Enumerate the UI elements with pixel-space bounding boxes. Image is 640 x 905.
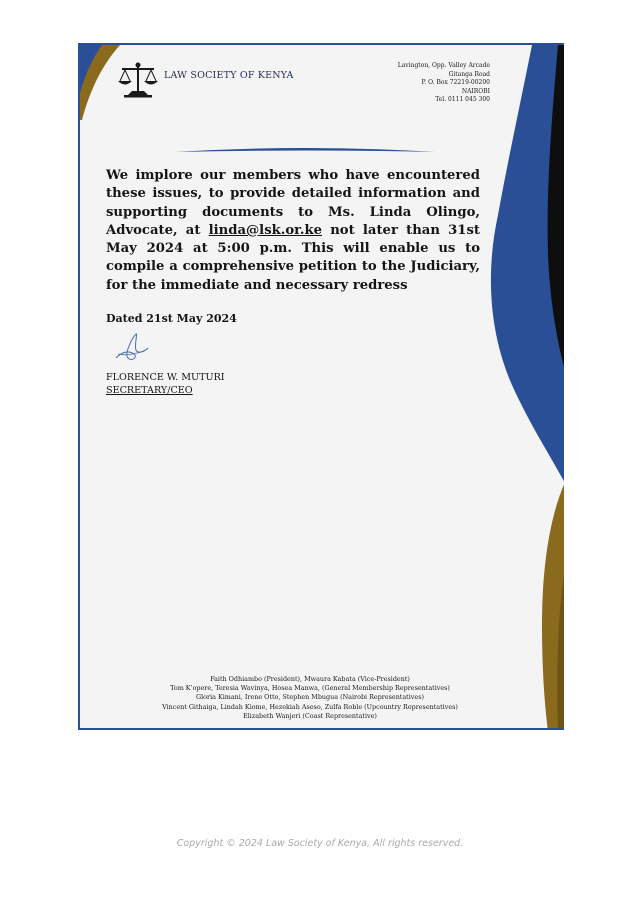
address-line: Lavington, Opp. Valley Arcade: [397, 62, 490, 69]
members-line: Gloria Kimani, Irene Otto, Stephen Mbugua (Nairobi Representatives): [196, 693, 424, 702]
email-link[interactable]: linda@lsk.or.ke: [208, 222, 322, 238]
signatory-name: FLORENCE W. MUTURI: [106, 372, 225, 383]
copyright-footer: Copyright © 2024 Law Society of Kenya, All rights reserved.: [176, 838, 464, 849]
body-text-intro: We implore our members who have encountered these issues, to provide detailed information and supporting documents to Ms. Linda Olingo, Advocate, at: [106, 168, 480, 238]
address-line: NAIROBI: [461, 87, 490, 95]
address-line: P. O. Box 72219-00200: [421, 79, 490, 87]
members-line: Faith Odhiambo (President), Mwaura Kabata (Vice-President): [210, 675, 410, 683]
signature-graphic: [112, 328, 152, 368]
letter-page: [78, 43, 564, 730]
members-line: Elizabeth Wanjeri (Coast Representative): [243, 711, 377, 720]
address-block: [398, 62, 490, 105]
signatory-title: SECRETARY/CEO: [106, 385, 193, 396]
letter-body: [106, 167, 480, 295]
members-line: Tom K’opere, Teresia Wavinya, Hosea Manwa, (General Membership Representatives): [170, 684, 450, 693]
signatory-block: [106, 371, 225, 397]
header-divider: [175, 146, 435, 156]
council-members-list: [120, 675, 500, 721]
address-line: Gitanga Road: [448, 70, 490, 78]
organization-name: LAW SOCIETY OF KENYA: [164, 70, 294, 81]
scales-of-justice-icon: [116, 61, 160, 99]
address-line: Tel. 0111 045 300: [435, 96, 490, 104]
body-text-deadline: not later than 31st May 2024 at 5:00 p.m. This will enable us to compile a comprehensive petition to the Judiciary, for the immediate and necessary redress: [106, 222, 480, 293]
members-line: Vincent Githaiga, Lindah Kiome, Hezekiah Aseso, Zulfa Roble (Upcountry Representatives): [162, 702, 458, 711]
date-line: Dated 21st May 2024: [106, 312, 237, 325]
